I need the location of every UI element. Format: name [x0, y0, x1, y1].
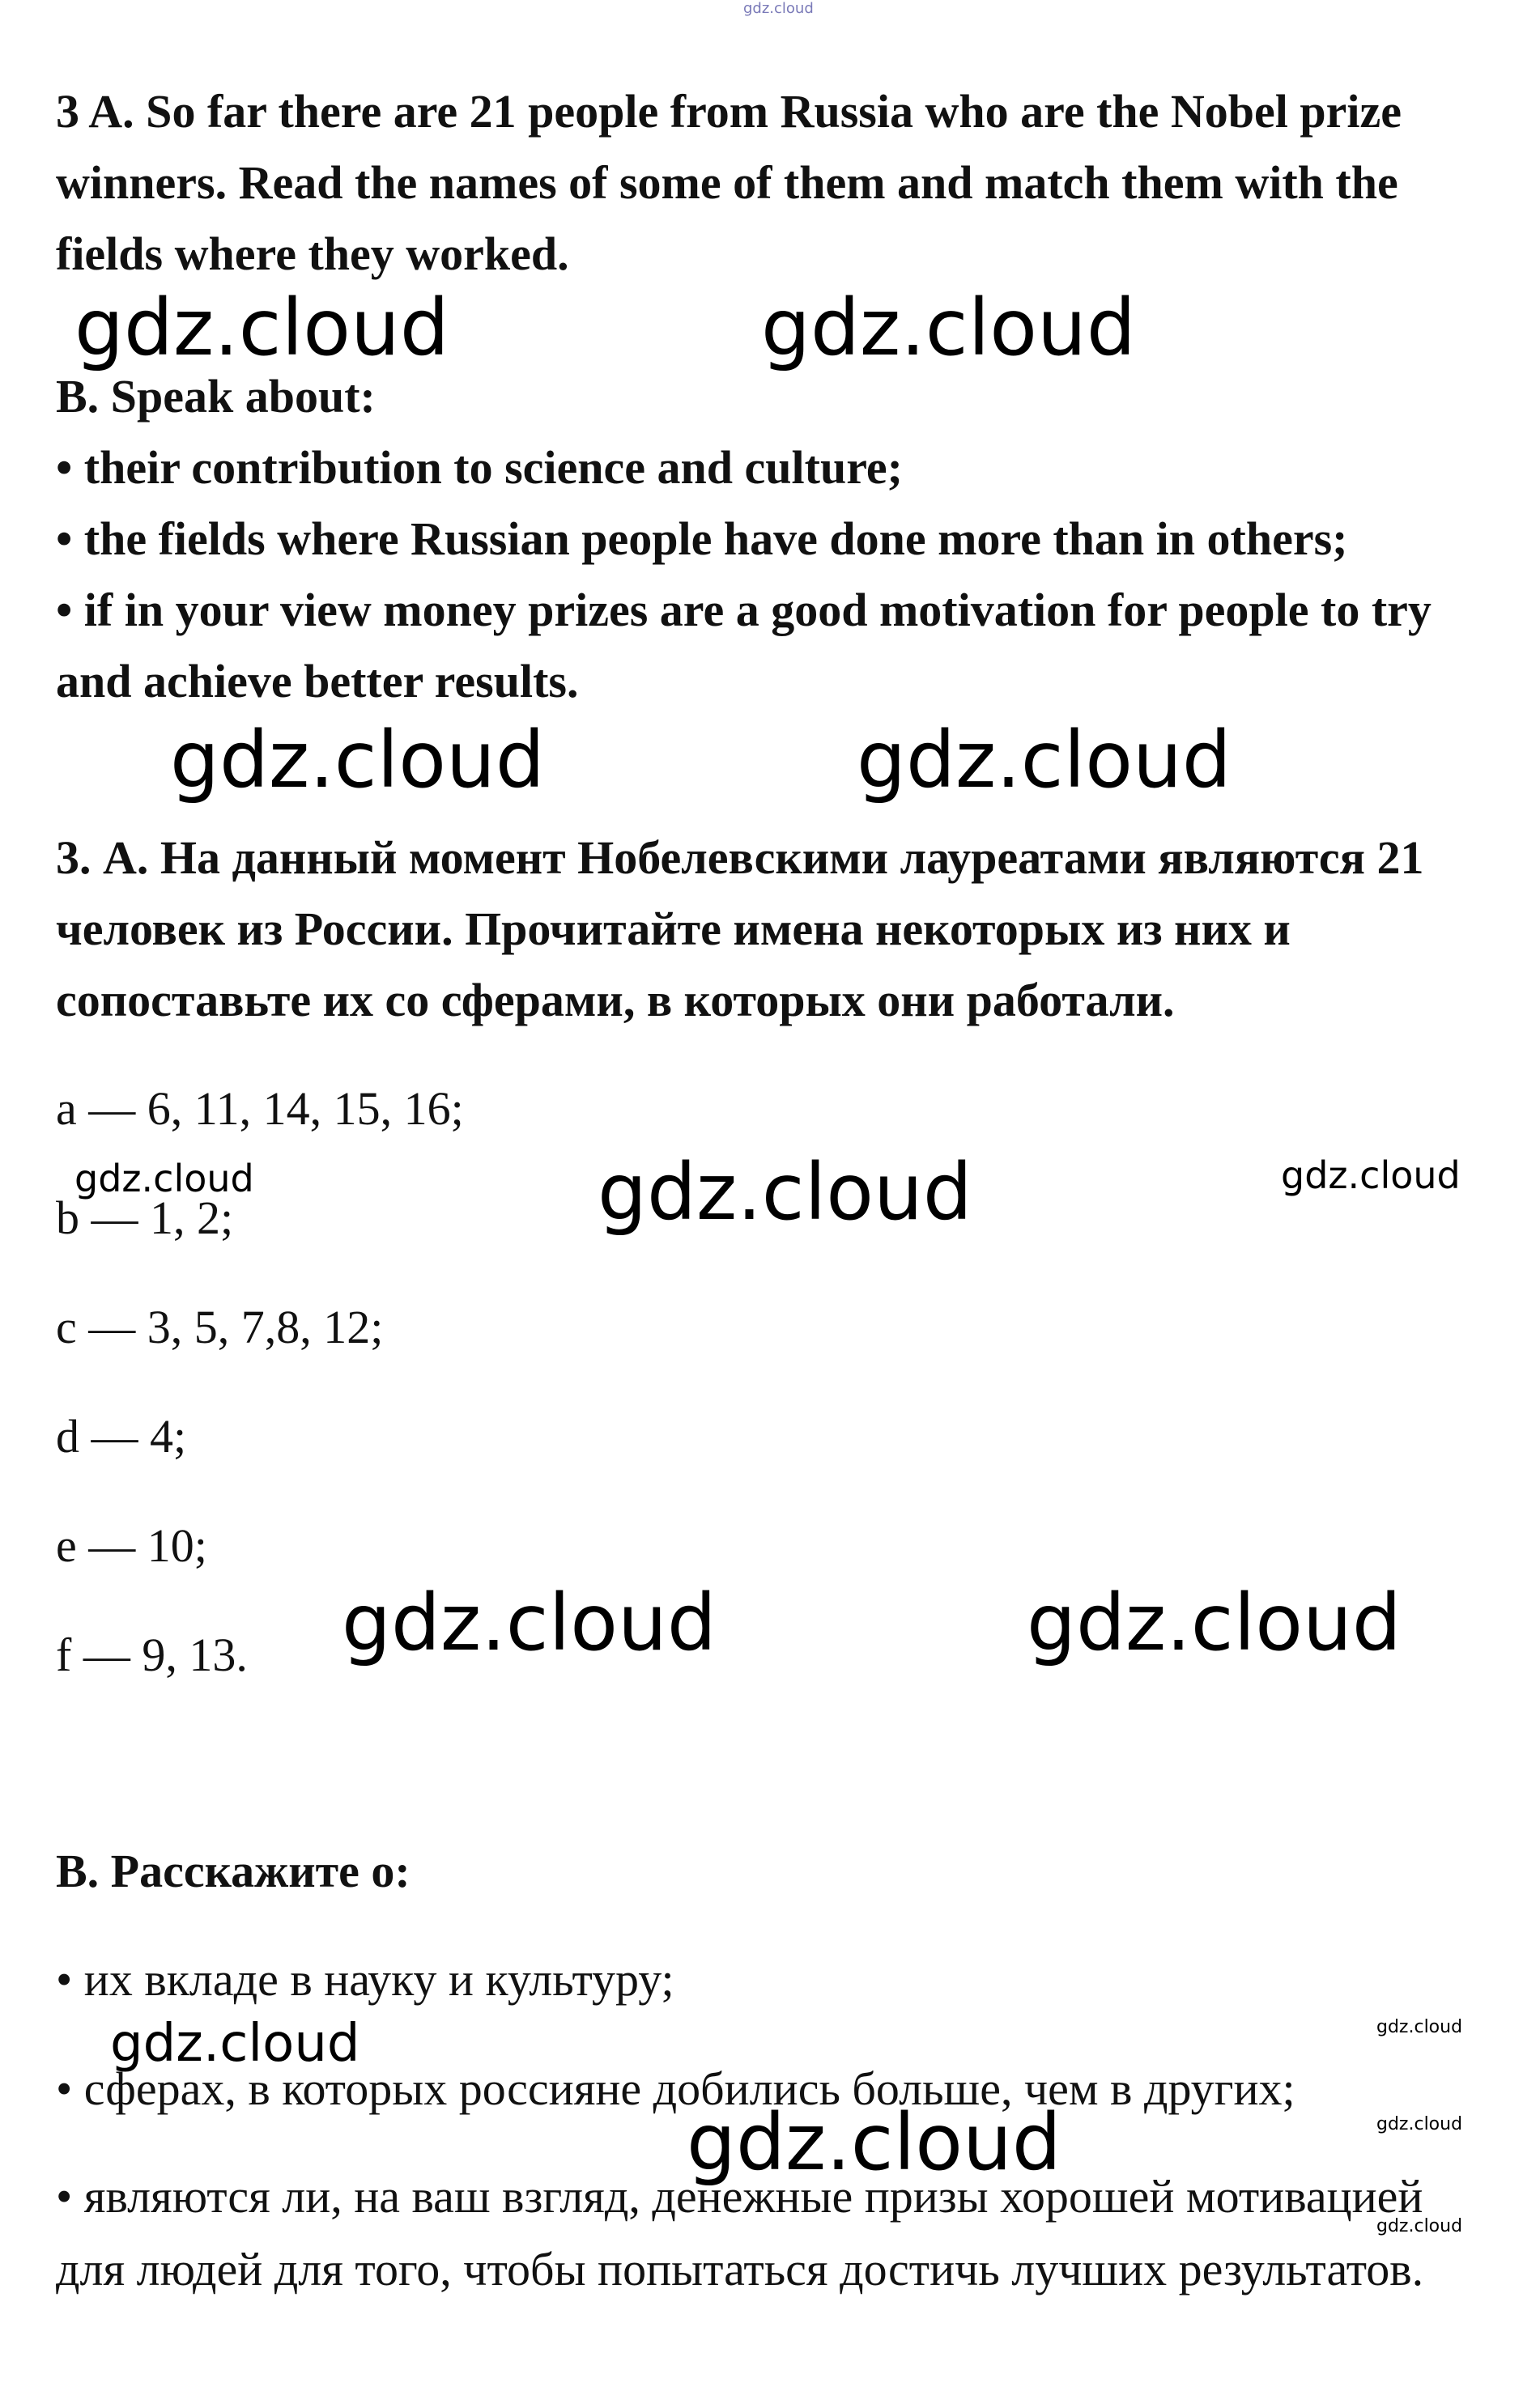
- russian-task-line-3: сопоставьте их со сферами, в которых они работали.: [56, 974, 1175, 1026]
- watermark: gdz.cloud: [170, 715, 545, 805]
- russian-part-b-item: для людей для того, чтобы попытаться достичь лучших результатов.: [56, 2243, 1424, 2295]
- english-part-b-item: and achieve better results.: [56, 655, 579, 707]
- english-task-line-1: 3 A. So far there are 21 people from Russia who are the Nobel prize: [56, 85, 1402, 138]
- watermark: gdz.cloud: [1376, 2017, 1463, 2037]
- answer-item: b — 1, 2;: [56, 1191, 234, 1244]
- russian-part-b-heading: В. Расскажите о:: [56, 1845, 411, 1897]
- english-part-b-item: • their contribution to science and culture;: [56, 441, 903, 494]
- english-part-b-heading: B. Speak about:: [56, 370, 376, 423]
- russian-task-line-1: 3. А. На данный момент Нобелевскими лауреатами являются 21: [56, 831, 1424, 884]
- watermark: gdz.cloud: [1376, 2114, 1463, 2134]
- watermark: gdz.cloud: [761, 282, 1136, 373]
- answer-item: f — 9, 13.: [56, 1629, 248, 1681]
- watermark: gdz.cloud: [74, 282, 449, 373]
- watermark: gdz.cloud: [74, 1157, 254, 1200]
- watermark: gdz.cloud: [110, 2014, 360, 2074]
- english-task-line-3: fields where they worked.: [56, 227, 569, 280]
- english-part-b-item: • if in your view money prizes are a good motivation for people to try: [56, 584, 1432, 636]
- english-task-line-2: winners. Read the names of some of them and match them with the: [56, 156, 1398, 209]
- watermark: gdz.cloud: [857, 715, 1232, 805]
- answer-item: c — 3, 5, 7,8, 12;: [56, 1301, 384, 1353]
- watermark: gdz.cloud: [687, 2097, 1061, 2188]
- russian-part-b-item: • сферах, в которых россияне добились больше, чем в других;: [56, 2062, 1295, 2115]
- top-watermark: gdz.cloud: [743, 0, 814, 17]
- russian-task-line-2: человек из России. Прочитайте имена некоторых из них и: [56, 902, 1291, 955]
- answer-item: e — 10;: [56, 1519, 207, 1572]
- watermark: gdz.cloud: [598, 1147, 972, 1238]
- watermark: gdz.cloud: [342, 1578, 717, 1668]
- watermark: gdz.cloud: [1027, 1578, 1402, 1668]
- english-part-b-item: • the fields where Russian people have done more than in others;: [56, 512, 1348, 565]
- russian-part-b-item: • их вкладе в науку и культуру;: [56, 1953, 674, 2006]
- russian-part-b-item: • являются ли, на ваш взгляд, денежные призы хорошей мотивацией: [56, 2170, 1423, 2223]
- answer-item: a — 6, 11, 14, 15, 16;: [56, 1082, 464, 1135]
- watermark: gdz.cloud: [1281, 1153, 1461, 1197]
- answer-item: d — 4;: [56, 1410, 187, 1463]
- watermark: gdz.cloud: [1376, 2216, 1463, 2236]
